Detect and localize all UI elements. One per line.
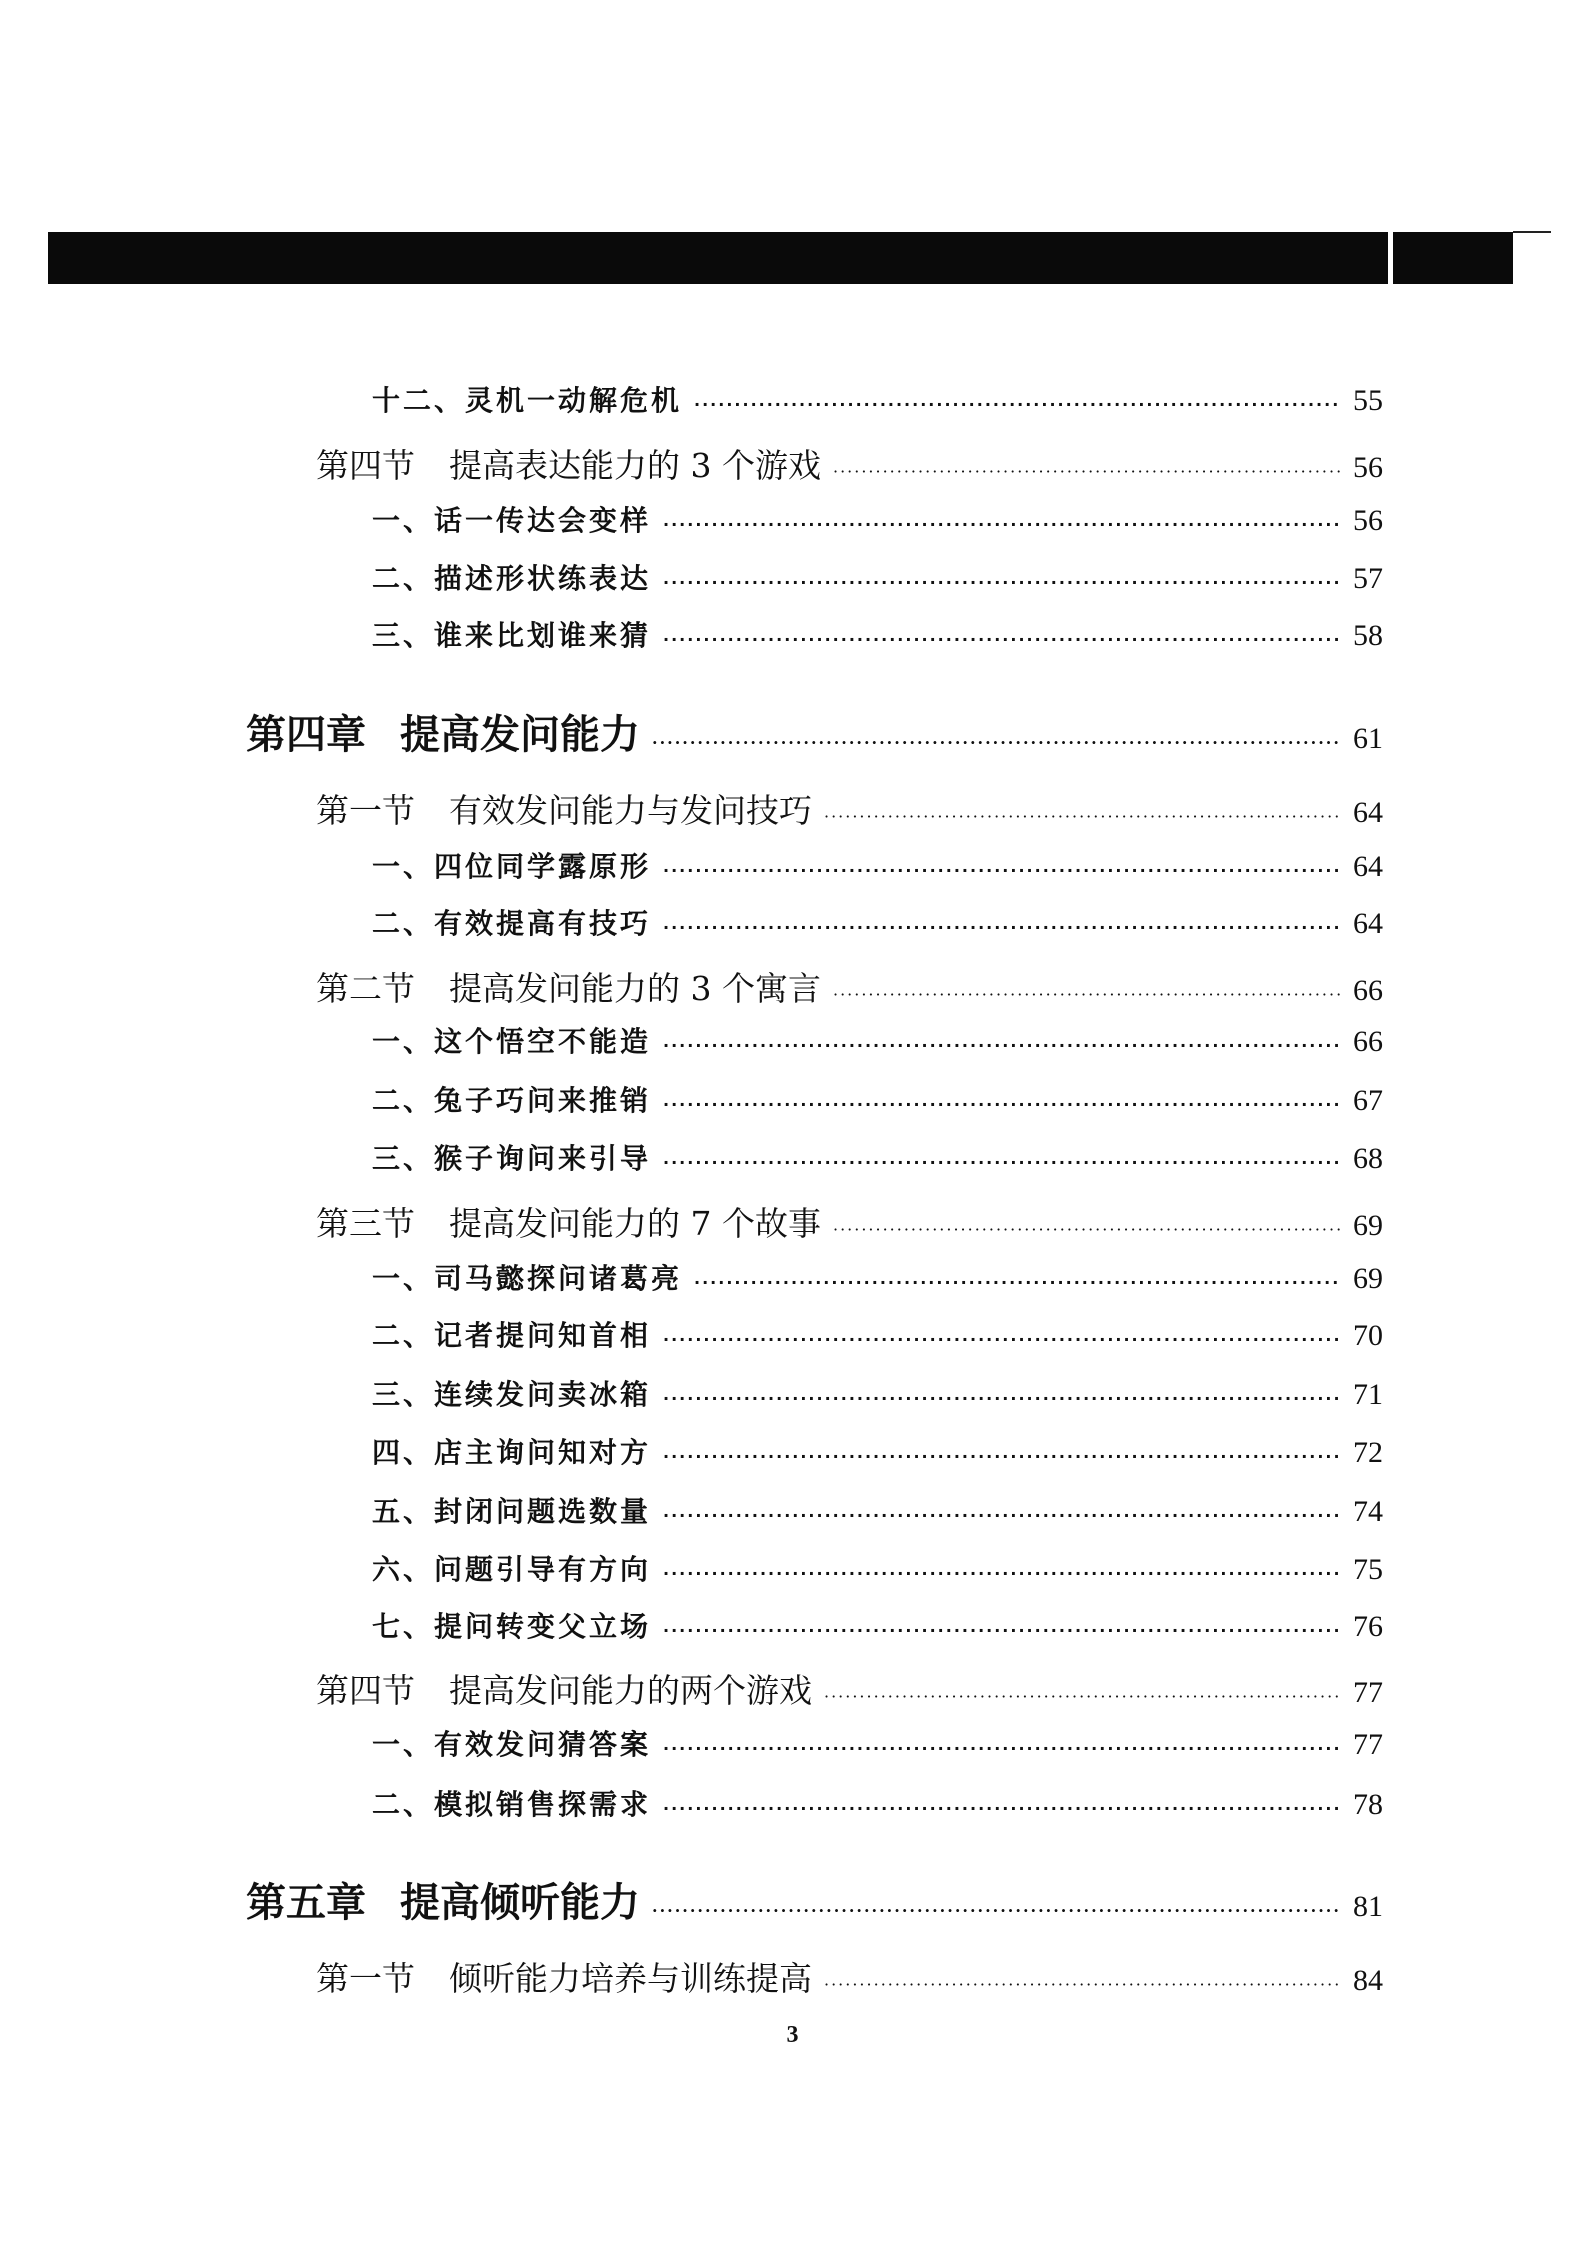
toc-entry-title: 提高倾听能力 — [400, 1879, 640, 1926]
dot-leader — [663, 1389, 1341, 1408]
dot-leader — [824, 1687, 1341, 1706]
dot-leader — [663, 630, 1341, 649]
page-number: 3 — [786, 2022, 799, 2048]
dot-leader — [652, 733, 1341, 752]
toc-entry-page: 77 — [1353, 1676, 1383, 1709]
toc-entry-page: 84 — [1353, 1964, 1383, 1997]
toc-entry-title: 一、有效发问猜答案 — [372, 1728, 652, 1761]
toc-entry-page: 76 — [1353, 1610, 1383, 1643]
dot-leader — [824, 807, 1341, 826]
toc-entry-sub[interactable] — [372, 1020, 1383, 1060]
dot-leader — [663, 1153, 1341, 1172]
dot-leader — [663, 1739, 1341, 1758]
toc-entry-page: 66 — [1353, 1025, 1383, 1058]
toc-entry-title: 提高表达能力的 3 个游戏 — [449, 446, 821, 485]
toc-entry-title: 四、店主询问知对方 — [372, 1436, 652, 1469]
toc-entry-page: 64 — [1353, 796, 1383, 829]
toc-entry-title: 二、描述形状练表达 — [372, 562, 652, 595]
toc-entry-page: 64 — [1353, 907, 1383, 940]
toc-entry-title: 二、模拟销售探需求 — [372, 1788, 652, 1821]
dot-leader — [694, 395, 1341, 414]
dot-leader — [694, 1273, 1341, 1292]
toc-entry-sub[interactable] — [372, 557, 1383, 597]
toc-entry-sub[interactable] — [372, 1314, 1383, 1354]
toc-entry-number: 第一节 — [316, 1959, 415, 1998]
toc-entry-title: 二、兔子巧问来推销 — [372, 1084, 652, 1117]
toc-entry-sub[interactable] — [372, 902, 1383, 942]
toc-entry-title: 十二、灵机一动解危机 — [372, 384, 683, 417]
toc-entry-sub[interactable] — [372, 1079, 1383, 1119]
header-bar-gap — [1388, 232, 1393, 284]
toc-entry-number: 第四节 — [316, 446, 415, 485]
toc-entry-page: 75 — [1353, 1553, 1383, 1586]
dot-leader — [663, 1095, 1341, 1114]
toc-entry-title: 三、连续发问卖冰箱 — [372, 1378, 652, 1411]
toc-entry-title: 一、四位同学露原形 — [372, 850, 652, 883]
toc-entry-title: 二、有效提高有技巧 — [372, 907, 652, 940]
toc-entry-number: 第一节 — [316, 791, 415, 830]
dot-leader — [663, 861, 1341, 880]
toc-entry-page: 56 — [1353, 504, 1383, 537]
toc-entry-page: 70 — [1353, 1319, 1383, 1352]
dot-leader — [663, 515, 1341, 534]
toc-entry-page: 74 — [1353, 1495, 1383, 1528]
toc-entry-page: 72 — [1353, 1436, 1383, 1469]
toc-entry-sec[interactable] — [316, 1665, 1383, 1712]
toc-entry-sec[interactable] — [316, 785, 1383, 832]
toc-entry-chap[interactable] — [246, 1871, 1383, 1928]
toc-entry-title: 一、这个悟空不能造 — [372, 1025, 652, 1058]
toc-entry-sub[interactable] — [372, 1373, 1383, 1413]
toc-entry-title: 提高发问能力的 7 个故事 — [449, 1204, 821, 1243]
toc-entry-sec[interactable] — [316, 440, 1383, 487]
toc-entry-sub[interactable] — [372, 1783, 1383, 1823]
toc-entry-title: 倾听能力培养与训练提高 — [449, 1959, 812, 1998]
dot-leader — [663, 573, 1341, 592]
header-bar-line — [1513, 231, 1551, 233]
toc-entry-page: 61 — [1353, 722, 1383, 755]
toc-entry-title: 二、记者提问知首相 — [372, 1319, 652, 1352]
dot-leader — [663, 1799, 1341, 1818]
toc-entry-page: 69 — [1353, 1209, 1383, 1242]
header-bar — [48, 232, 1513, 284]
dot-leader — [663, 918, 1341, 937]
dot-leader — [652, 1901, 1341, 1920]
toc-entry-sec[interactable] — [316, 1953, 1383, 2000]
toc-entry-sub[interactable] — [372, 1490, 1383, 1530]
toc-entry-title: 三、猴子询问来引导 — [372, 1142, 652, 1175]
toc-entry-sub[interactable] — [372, 1431, 1383, 1471]
toc-entry-title: 三、谁来比划谁来猜 — [372, 619, 652, 652]
dot-leader — [824, 1975, 1341, 1994]
toc-entry-chap[interactable] — [246, 703, 1383, 760]
toc-entry-number: 第四章 — [246, 711, 366, 758]
toc-entry-page: 64 — [1353, 850, 1383, 883]
toc-entry-page: 66 — [1353, 974, 1383, 1007]
dot-leader — [663, 1330, 1341, 1349]
toc-entry-page: 56 — [1353, 451, 1383, 484]
toc-entry-page: 78 — [1353, 1788, 1383, 1821]
toc-entry-title: 六、问题引导有方向 — [372, 1553, 652, 1586]
toc-entry-title: 七、提问转变父立场 — [372, 1610, 652, 1643]
toc-entry-number: 第三节 — [316, 1204, 415, 1243]
toc-entry-page: 71 — [1353, 1378, 1383, 1411]
toc-entry-sub[interactable] — [372, 1723, 1383, 1763]
toc-entry-sec[interactable] — [316, 1198, 1383, 1245]
toc-entry-sec[interactable] — [316, 963, 1383, 1010]
toc-entry-page: 57 — [1353, 562, 1383, 595]
toc-entry-sub[interactable] — [372, 1605, 1383, 1645]
toc-entry-page: 55 — [1353, 384, 1383, 417]
toc-entry-title: 五、封闭问题选数量 — [372, 1495, 652, 1528]
toc-entry-page: 81 — [1353, 1890, 1383, 1923]
toc-entry-sub[interactable] — [372, 845, 1383, 885]
toc-entry-title: 一、司马懿探问诸葛亮 — [372, 1262, 683, 1295]
dot-leader — [833, 462, 1341, 481]
toc-entry-sub[interactable] — [372, 1257, 1383, 1297]
dot-leader — [663, 1621, 1341, 1640]
toc-entry-page: 67 — [1353, 1084, 1383, 1117]
dot-leader — [663, 1506, 1341, 1525]
toc-entry-sub[interactable] — [372, 379, 1383, 419]
dot-leader — [833, 1220, 1341, 1239]
toc-entry-page: 68 — [1353, 1142, 1383, 1175]
toc-entry-title: 提高发问能力的两个游戏 — [449, 1671, 812, 1710]
dot-leader — [833, 985, 1341, 1004]
toc-entry-page: 69 — [1353, 1262, 1383, 1295]
toc-entry-number: 第二节 — [316, 969, 415, 1008]
toc-entry-number: 第五章 — [246, 1879, 366, 1926]
dot-leader — [663, 1036, 1341, 1055]
toc-entry-page: 58 — [1353, 619, 1383, 652]
toc-entry-sub[interactable] — [372, 1548, 1383, 1588]
toc-entry-sub[interactable] — [372, 1137, 1383, 1177]
toc-entry-title: 提高发问能力 — [400, 711, 640, 758]
toc-entry-title: 提高发问能力的 3 个寓言 — [449, 969, 821, 1008]
toc-entry-sub[interactable] — [372, 614, 1383, 654]
toc-entry-page: 77 — [1353, 1728, 1383, 1761]
toc-entry-sub[interactable] — [372, 499, 1383, 539]
dot-leader — [663, 1447, 1341, 1466]
toc-entry-title: 一、话一传达会变样 — [372, 504, 652, 537]
dot-leader — [663, 1564, 1341, 1583]
toc-entry-title: 有效发问能力与发问技巧 — [449, 791, 812, 830]
toc-entry-number: 第四节 — [316, 1671, 415, 1710]
